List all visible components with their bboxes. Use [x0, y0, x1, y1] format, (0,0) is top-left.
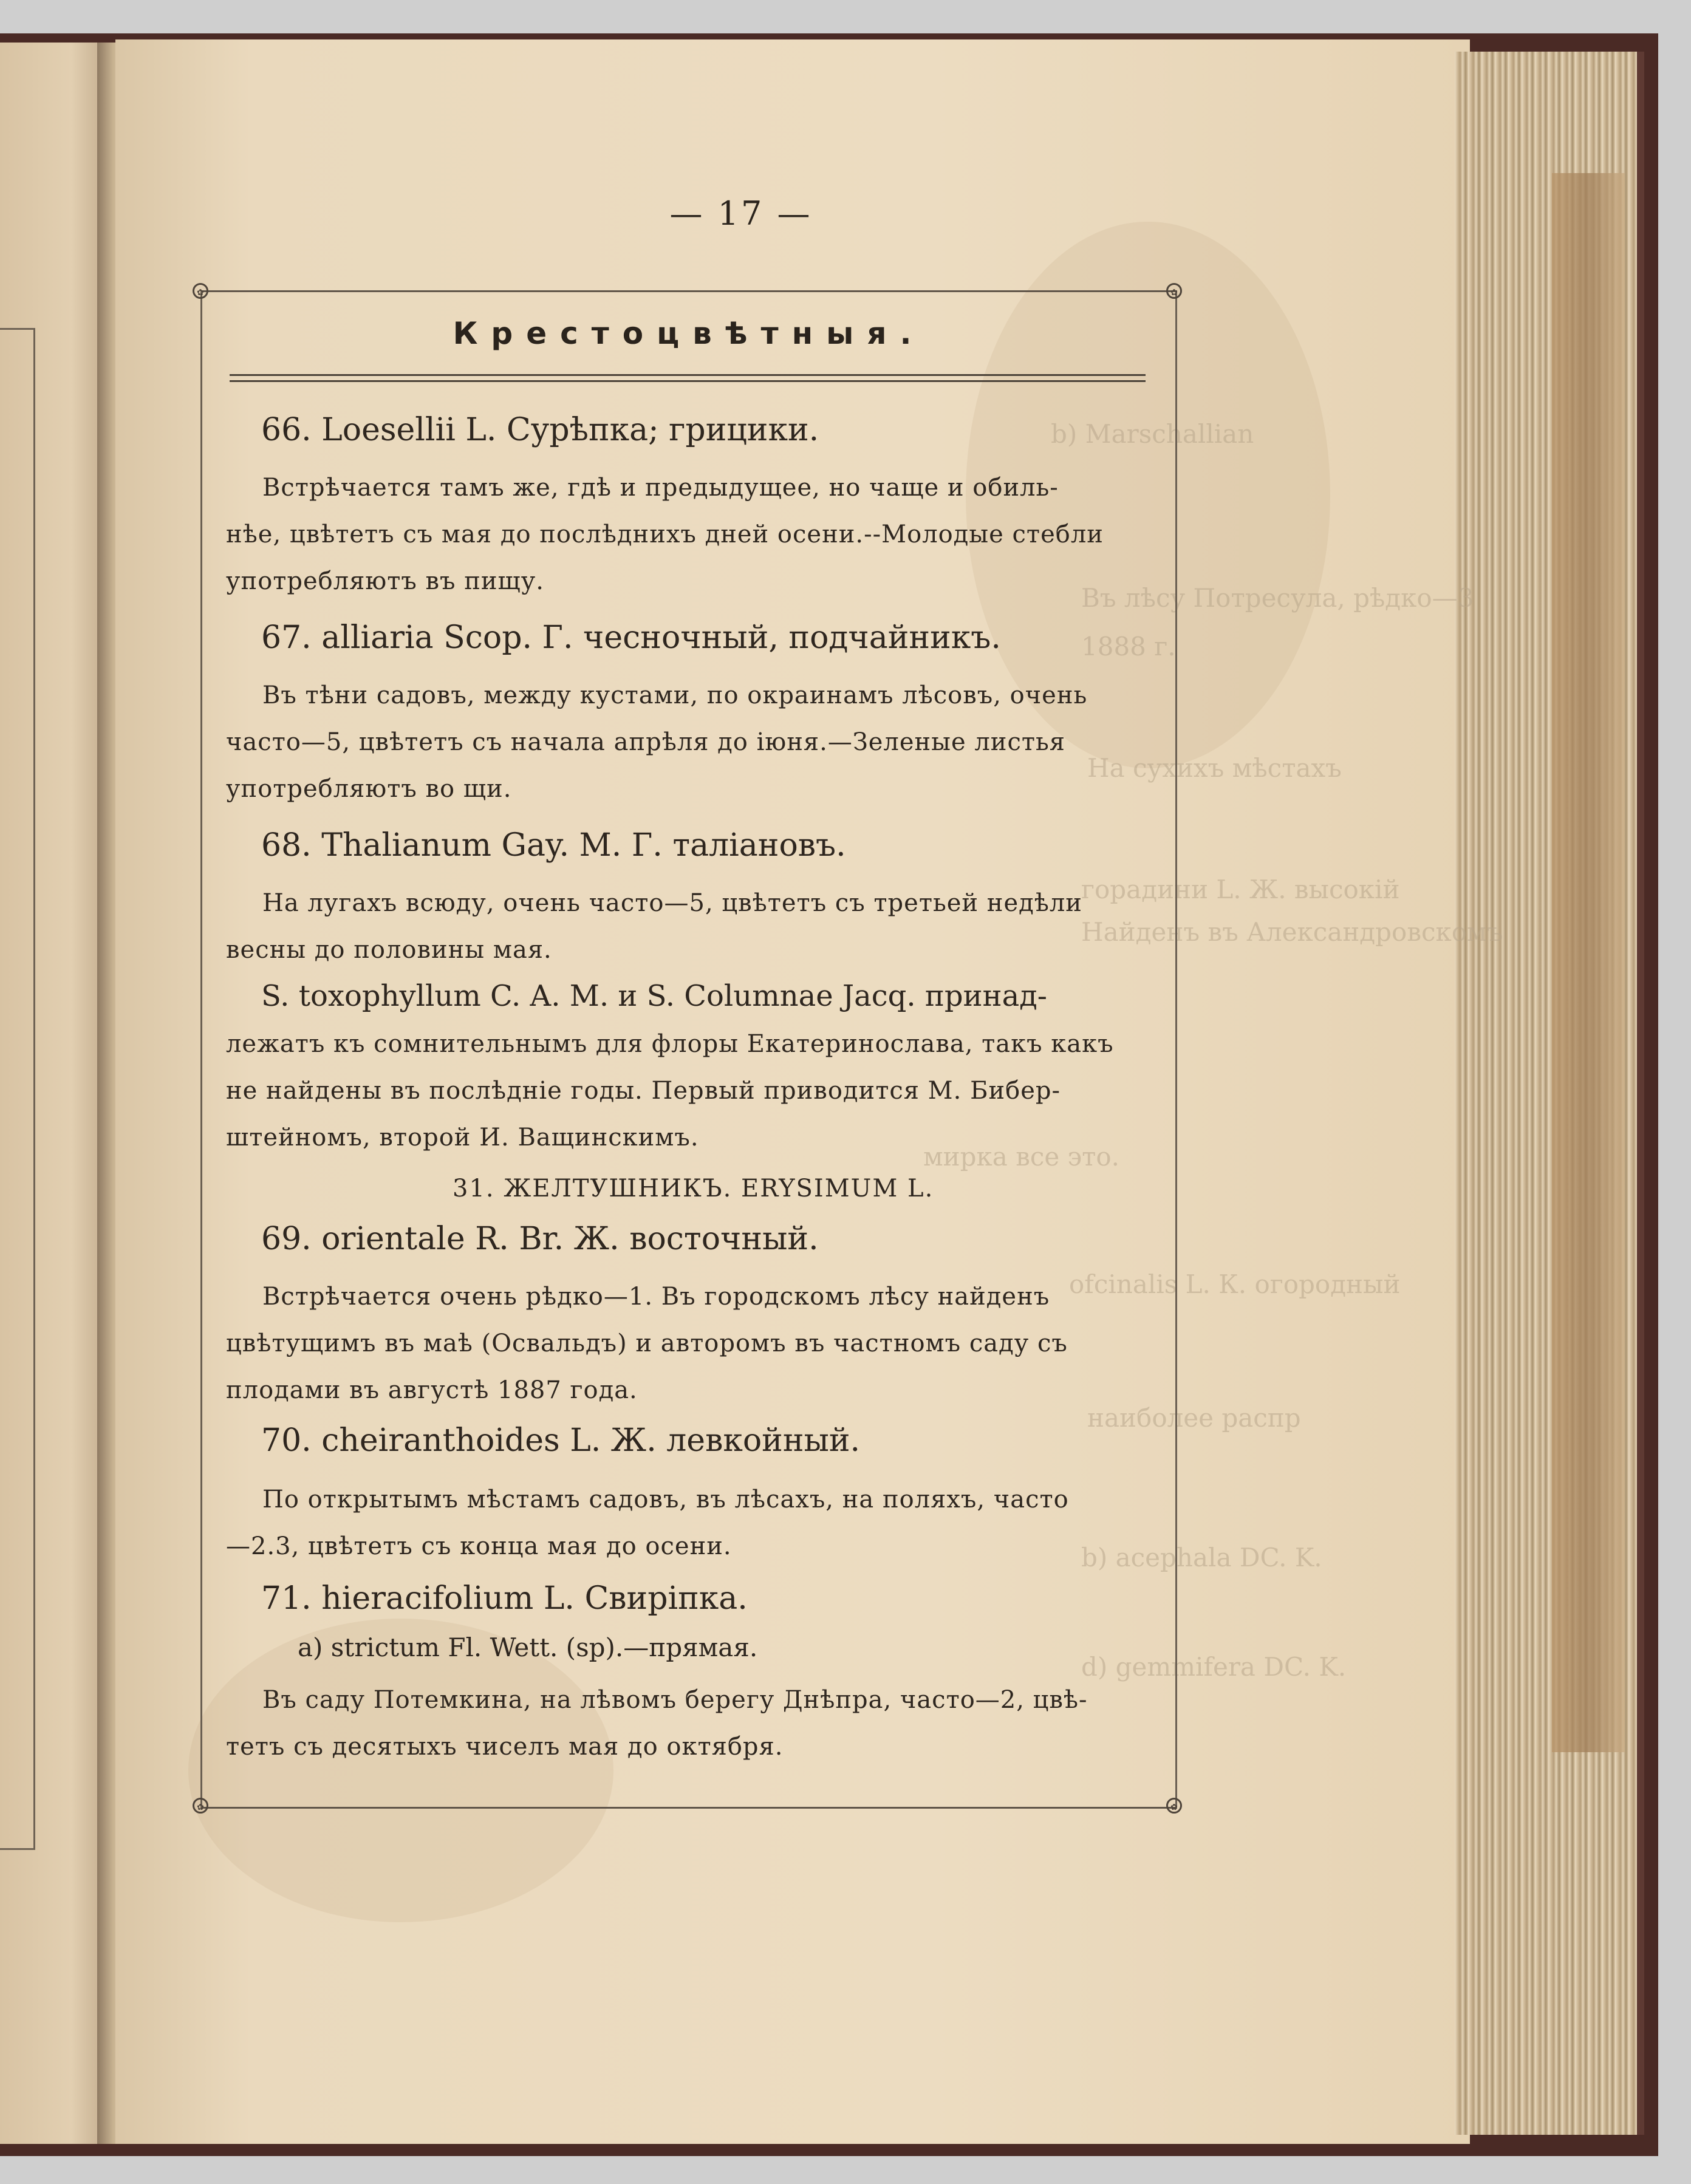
body-line: часто—5, цвѣтетъ съ начала апрѣля до іюня.—Зеленые листья [226, 728, 1065, 756]
bleed-through-text: мирка все это. [923, 1142, 1119, 1172]
bleed-through-text: Въ лѣсу Потресула, рѣдко—3 [1081, 583, 1474, 613]
body-line: штейномъ, второй И. Ващинскимъ. [226, 1124, 699, 1152]
body-line: Встрѣчается тамъ же, гдѣ и предыдущее, но чаще и обиль- [262, 474, 1059, 502]
bleed-through-text: ofcinalis L. К. огородный [1069, 1269, 1401, 1299]
body-line: —2.3, цвѣтетъ съ конца мая до осени. [226, 1532, 732, 1560]
species-entry-70: 70. cheiranthoides L. Ж. левкойный. [261, 1422, 861, 1459]
body-line: лежатъ къ сомнительнымъ для флоры Екатеринослава, такъ какъ [226, 1030, 1114, 1058]
genus-heading: 31. ЖЕЛТУШНИКЪ. ERYSIMUM L. [453, 1175, 934, 1203]
body-line: Въ саду Потемкина, на лѣвомъ берегу Днѣпра, часто—2, цвѣ- [262, 1686, 1088, 1714]
bleed-through-text: Найденъ въ Александровскомъ [1081, 917, 1503, 947]
body-line: На лугахъ всюду, очень часто—5, цвѣтетъ съ третьей недѣли [262, 889, 1082, 917]
bleed-through-text: b) acephala DC. K. [1081, 1543, 1322, 1572]
body-line: употребляютъ въ пищу. [226, 567, 544, 595]
heading-rule [230, 380, 1146, 382]
note-line: S. toxophyllum C. A. M. и S. Columnae Jacq. принад- [261, 979, 1047, 1013]
body-line: Въ тѣни садовъ, между кустами, по окраинамъ лѣсовъ, очень [262, 681, 1088, 709]
bleed-through-text: d) gemmifera DC. K. [1081, 1652, 1347, 1682]
page-edges [1455, 52, 1644, 2135]
body-line: цвѣтущимъ въ маѣ (Освальдъ) и авторомъ въ частномъ саду съ [226, 1329, 1068, 1357]
body-line: тетъ съ десятыхъ чиселъ мая до октября. [226, 1733, 784, 1761]
page-edges-shade [1552, 173, 1625, 1752]
body-line: Встрѣчается очень рѣдко—1. Въ городскомъ лѣсу найденъ [262, 1283, 1050, 1311]
bleed-through-text: наиболее распр [1087, 1403, 1301, 1433]
species-entry-67: 67. alliaria Scop. Г. чесночный, подчайникъ. [261, 619, 1001, 656]
species-entry-66: 66. Loesellii L. Сурѣпка; грицики. [261, 412, 819, 448]
left-page-frame [0, 328, 35, 1850]
heading-rule [230, 374, 1146, 376]
body-line: нѣе, цвѣтетъ съ мая до послѣднихъ дней осени.--Молодые стебли [226, 520, 1104, 548]
body-line: По открытымъ мѣстамъ садовъ, въ лѣсахъ, на поляхъ, часто [262, 1486, 1069, 1513]
species-entry-69: 69. orientale R. Br. Ж. восточный. [261, 1221, 819, 1257]
bleed-through-text: На сухихъ мѣстахъ [1087, 753, 1342, 783]
corner-ornament-icon: ✿ [193, 283, 208, 299]
corner-ornament-icon: ✿ [193, 1798, 208, 1814]
body-line: плодами въ августѣ 1887 года. [226, 1376, 638, 1404]
page-number: — 17 — [669, 194, 813, 233]
body-line: не найдены въ послѣдніе годы. Первый приводится М. Бибер- [226, 1077, 1061, 1105]
bleed-through-text: 1888 г. [1081, 632, 1176, 661]
corner-ornament-icon: ✿ [1166, 1798, 1182, 1814]
bleed-through-text: b) Marschallian [1051, 419, 1254, 449]
bleed-through-text: горадини L. Ж. высокій [1081, 875, 1400, 904]
body-line: употребляютъ во щи. [226, 775, 512, 803]
corner-ornament-icon: ✿ [1166, 283, 1182, 299]
species-entry-71: 71. hieracifolium L. Свиріпка. [261, 1580, 748, 1617]
variety-line: a) strictum Fl. Wett. (sp).—прямая. [298, 1633, 758, 1662]
species-entry-68: 68. Thalianum Gay. М. Г. таліановъ. [261, 827, 846, 864]
body-line: весны до половины мая. [226, 936, 552, 964]
section-heading: Крестоцвѣтныя. [453, 316, 925, 351]
